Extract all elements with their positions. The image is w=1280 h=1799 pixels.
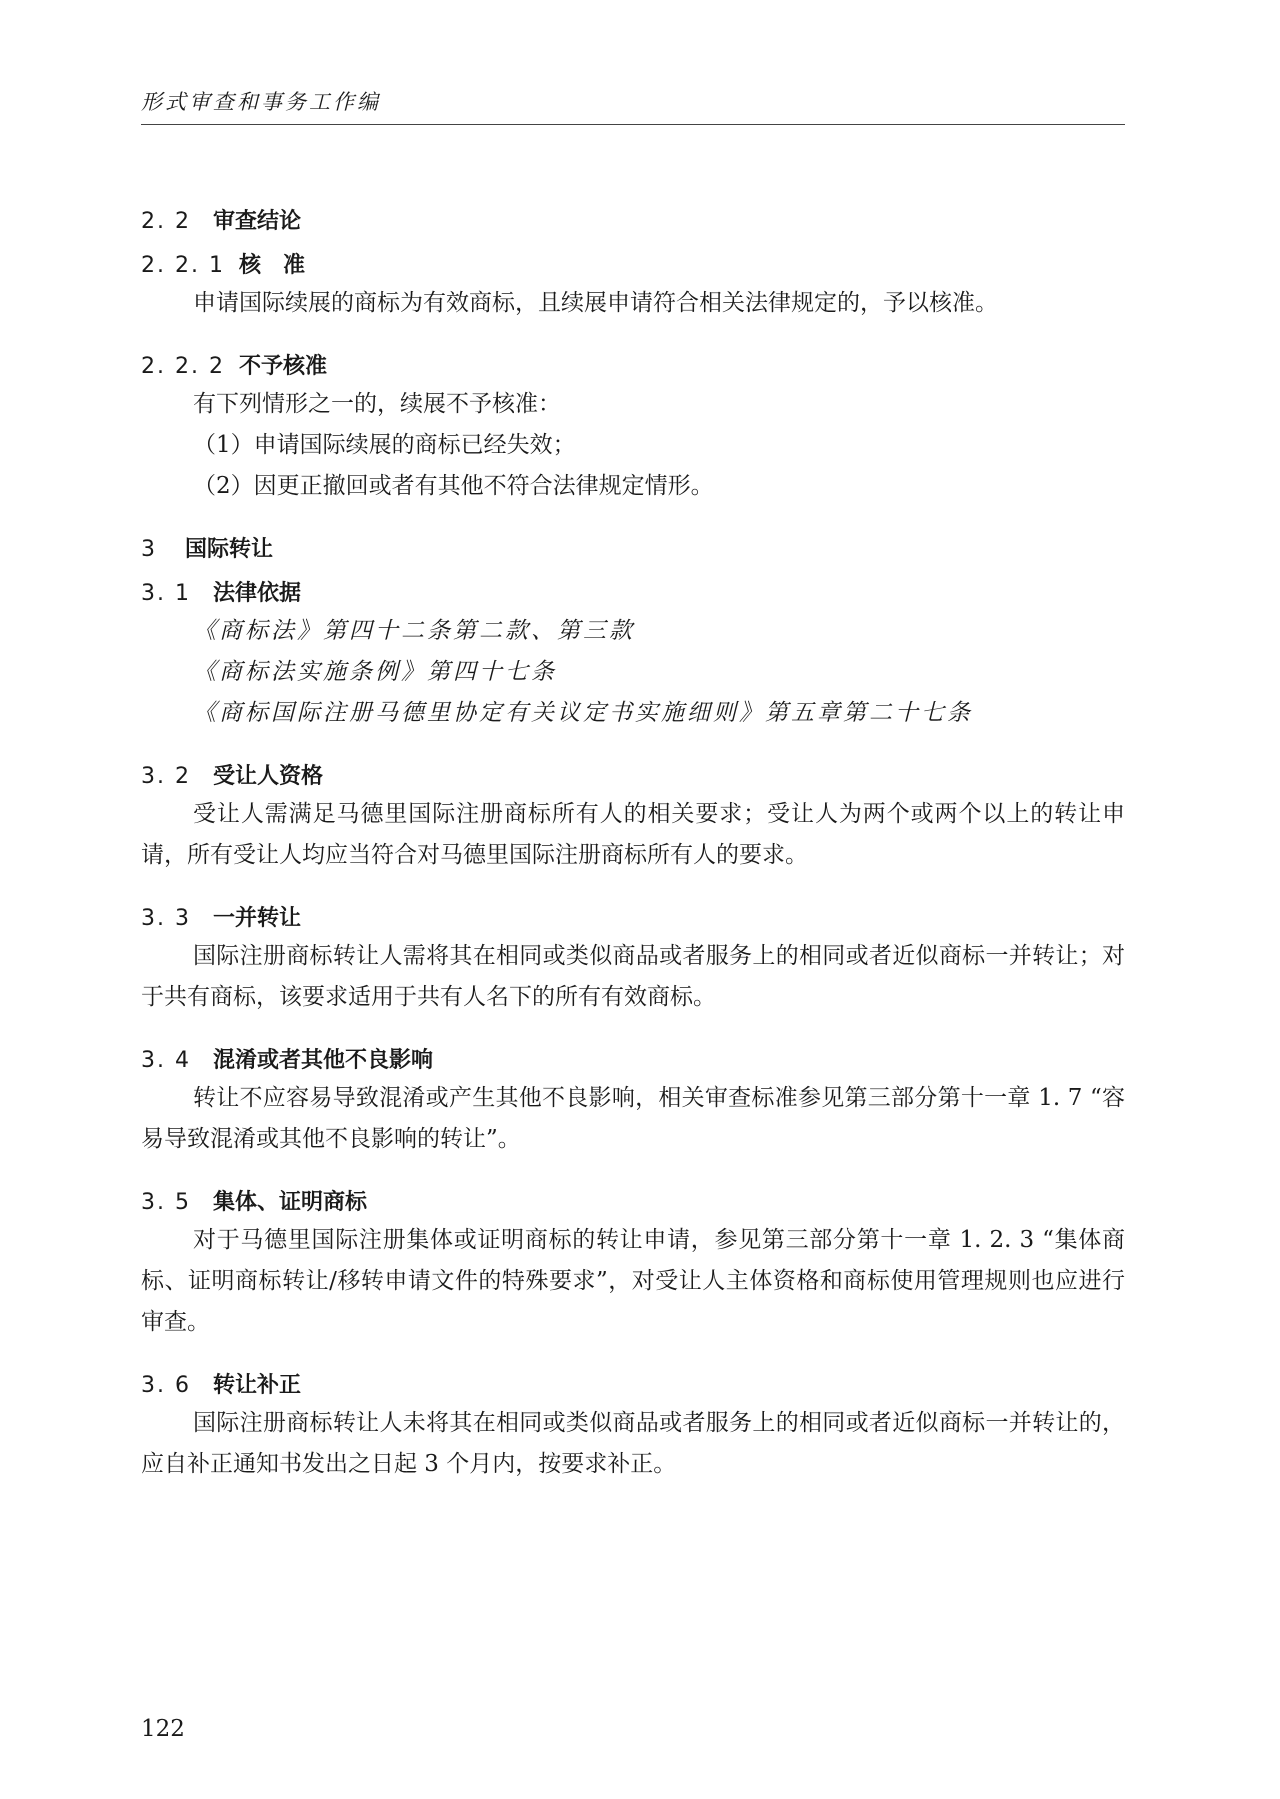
section-title: 不予核准 bbox=[239, 354, 328, 379]
section-number: 2. 2 bbox=[141, 209, 191, 234]
section-title: 法律依据 bbox=[213, 581, 302, 606]
section-title: 受让人资格 bbox=[213, 764, 324, 789]
section-title: 转让补正 bbox=[213, 1373, 302, 1398]
section-title: 审查结论 bbox=[213, 209, 302, 234]
section-title: 国际转让 bbox=[185, 537, 274, 562]
section-number: 3. 5 bbox=[141, 1190, 191, 1215]
running-header: 形式审查和事务工作编 bbox=[141, 90, 381, 114]
section-number: 3 bbox=[141, 537, 157, 562]
section-number: 2. 2. 1 bbox=[141, 253, 225, 278]
paragraph: 国际注册商标转让人未将其在相同或类似商品或者服务上的相同或者近似商标一并转让的，应自补正通知书发出之日起 3 个月内，按要求补正。 bbox=[141, 1410, 1125, 1477]
section-heading-2-2-2 bbox=[141, 350, 1125, 384]
section-title: 核 准 bbox=[239, 253, 306, 278]
legal-basis-line: 《商标法实施条例》第四十七条 bbox=[193, 659, 557, 685]
section-title: 一并转让 bbox=[213, 906, 302, 931]
section-number: 3. 6 bbox=[141, 1373, 191, 1398]
section-heading-3-4 bbox=[141, 1044, 1125, 1078]
legal-basis-line: 《商标法》第四十二条第二款、第三款 bbox=[193, 618, 635, 644]
section-heading-3-2 bbox=[141, 760, 1125, 794]
paragraph: 对于马德里国际注册集体或证明商标的转让申请，参见第三部分第十一章 1. 2. 3 “集体商标、证明商标转让/移转申请文件的特殊要求”，对受让人主体资格和商标使用管理规则也应进行审查。 bbox=[141, 1227, 1125, 1335]
section-heading-3-5 bbox=[141, 1186, 1125, 1220]
section-title: 集体、证明商标 bbox=[213, 1190, 368, 1215]
paragraph: 国际注册商标转让人需将其在相同或类似商品或者服务上的相同或者近似商标一并转让；对于共有商标，该要求适用于共有人名下的所有有效商标。 bbox=[141, 943, 1125, 1010]
paragraph: 受让人需满足马德里国际注册商标所有人的相关要求；受让人为两个或两个以上的转让申请，所有受让人均应当符合对马德里国际注册商标所有人的要求。 bbox=[141, 801, 1125, 868]
section-heading-2-2-1 bbox=[141, 249, 1125, 283]
section-heading-3 bbox=[141, 533, 1125, 567]
page-content bbox=[141, 205, 1125, 1485]
page-number: 122 bbox=[141, 1716, 185, 1742]
section-number: 3. 2 bbox=[141, 764, 191, 789]
section-title: 混淆或者其他不良影响 bbox=[213, 1048, 434, 1073]
list-item: （1）申请国际续展的商标已经失效； bbox=[193, 432, 576, 458]
paragraph: 转让不应容易导致混淆或产生其他不良影响，相关审查标准参见第三部分第十一章 1. 7 “容易导致混淆或其他不良影响的转让”。 bbox=[141, 1085, 1125, 1152]
section-heading-3-3 bbox=[141, 902, 1125, 936]
section-number: 2. 2. 2 bbox=[141, 354, 225, 379]
list-item: （2）因更正撤回或者有其他不符合法律规定情形。 bbox=[193, 473, 714, 499]
section-heading-2-2 bbox=[141, 205, 1125, 239]
section-number: 3. 4 bbox=[141, 1048, 191, 1073]
section-heading-3-1 bbox=[141, 577, 1125, 611]
paragraph: 有下列情形之一的，续展不予核准： bbox=[193, 391, 561, 417]
paragraph: 申请国际续展的商标为有效商标，且续展申请符合相关法律规定的，予以核准。 bbox=[193, 290, 998, 316]
legal-basis-line: 《商标国际注册马德里协定有关议定书实施细则》第五章第二十七条 bbox=[193, 700, 973, 726]
section-number: 3. 1 bbox=[141, 581, 191, 606]
section-number: 3. 3 bbox=[141, 906, 191, 931]
section-heading-3-6 bbox=[141, 1369, 1125, 1403]
header-rule bbox=[141, 124, 1125, 125]
